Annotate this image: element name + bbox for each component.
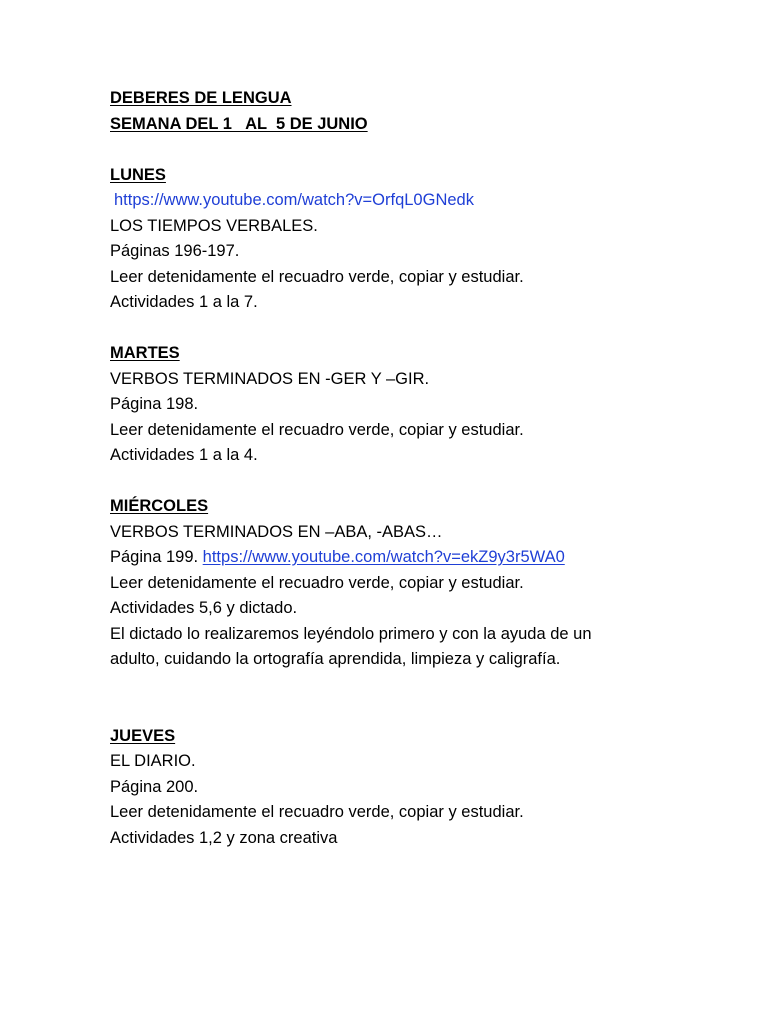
miercoles-note-line2: adulto, cuidando la ortografía aprendida, limpieza y caligrafía. xyxy=(110,650,561,668)
martes-activities: Actividades 1 a la 4. xyxy=(110,446,258,464)
section-heading-martes: MARTES xyxy=(110,344,180,362)
document-title: DEBERES DE LENGUA xyxy=(110,89,292,107)
martes-topic: VERBOS TERMINADOS EN -GER Y –GIR. xyxy=(110,369,430,388)
spacer xyxy=(110,469,710,495)
spacer xyxy=(110,137,710,163)
week-subtitle: SEMANA DEL 1 AL 5 DE JUNIO xyxy=(110,114,368,133)
lunes-topic: LOS TIEMPOS VERBALES. xyxy=(110,216,318,235)
jueves-activities: Actividades 1,2 y zona creativa xyxy=(110,828,338,847)
jueves-topic: EL DIARIO. xyxy=(110,752,196,770)
section-heading-lunes: LUNES xyxy=(110,165,166,184)
miercoles-pages-line xyxy=(110,545,710,571)
lunes-pages: Páginas 196-197. xyxy=(110,242,240,260)
miercoles-topic: VERBOS TERMINADOS EN –ABA, -ABAS… xyxy=(110,522,443,541)
lunes-activities: Actividades 1 a la 7. xyxy=(110,293,258,311)
miercoles-instruction: Leer detenidamente el recuadro verde, copiar y estudiar. xyxy=(110,573,524,592)
section-heading-jueves: JUEVES xyxy=(110,726,176,745)
miercoles-note-line1: El dictado lo realizaremos leyéndolo primero y con la ayuda de un xyxy=(110,624,592,643)
martes-instruction: Leer detenidamente el recuadro verde, copiar y estudiar. xyxy=(110,420,524,439)
miercoles-activities: Actividades 5,6 y dictado. xyxy=(110,599,298,617)
jueves-pages: Página 200. xyxy=(110,777,199,796)
lunes-video-link[interactable]: https://www.youtube.com/watch?v=OrfqL0GNedk xyxy=(114,191,474,209)
section-heading-miercoles: MIÉRCOLES xyxy=(110,497,209,515)
jueves-instruction: Leer detenidamente el recuadro verde, copiar y estudiar. xyxy=(110,803,524,821)
miercoles-pages: Página 199. xyxy=(110,548,199,566)
spacer xyxy=(110,673,710,724)
miercoles-video-link[interactable]: https://www.youtube.com/watch?v=ekZ9y3r5WA0 xyxy=(202,548,565,566)
martes-pages: Página 198. xyxy=(110,395,199,413)
lunes-instruction: Leer detenidamente el recuadro verde, copiar y estudiar. xyxy=(110,267,524,286)
lunes-link-line xyxy=(110,188,710,214)
document-page xyxy=(110,86,710,851)
spacer xyxy=(110,316,710,342)
